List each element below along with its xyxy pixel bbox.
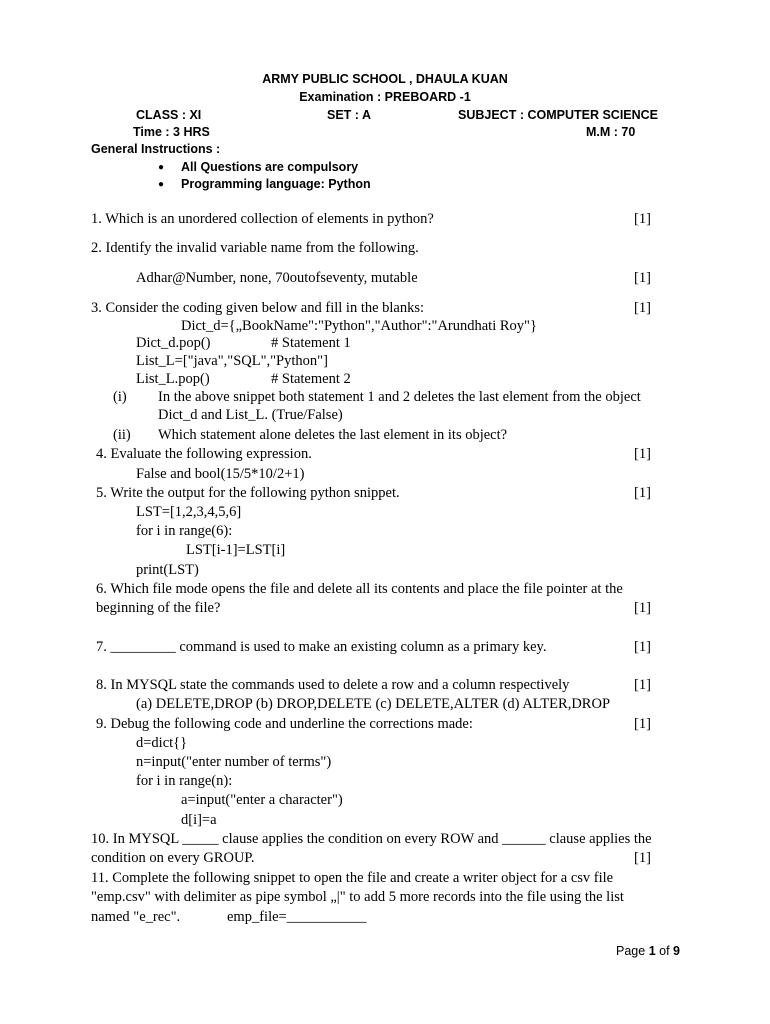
page-footer <box>616 945 680 958</box>
of-label: of <box>659 944 670 958</box>
marks-label: [1] <box>634 485 651 501</box>
question-11-cont: "emp.csv" with delimiter as pipe symbol „|" to add 5 more records into the file using the list <box>91 889 624 905</box>
code-comment: # Statement 2 <box>271 371 351 387</box>
code-line: a=input("enter a character") <box>181 792 343 808</box>
code-line: LST=[1,2,3,4,5,6] <box>136 504 242 520</box>
question-8: 8. In MYSQL state the commands used to delete a row and a column respectively <box>96 677 570 693</box>
marks-label: [1] <box>634 850 651 866</box>
marks-label: [1] <box>634 600 651 616</box>
instruction-item: Programming language: Python <box>181 177 371 191</box>
question-10: 10. In MYSQL _____ clause applies the condition on every ROW and ______ clause applies the <box>91 831 652 847</box>
bullet-icon: ● <box>158 162 165 173</box>
question-3: 3. Consider the coding given below and fill in the blanks: <box>91 300 425 316</box>
code-line: for i in range(n): <box>136 773 233 789</box>
question-1: 1. Which is an unordered collection of elements in python? <box>91 211 434 227</box>
marks-label: [1] <box>634 270 651 286</box>
time-label: Time : 3 HRS <box>133 125 210 139</box>
question-11: 11. Complete the following snippet to open the file and create a writer object for a csv file <box>91 870 614 886</box>
page-number: 1 <box>648 944 656 958</box>
code-line: Dict_d.pop() <box>136 335 211 351</box>
expression: False and bool(15/5*10/2+1) <box>136 466 305 482</box>
sub-question-text: Which statement alone deletes the last element in its object? <box>158 427 508 443</box>
subject-label: SUBJECT : COMPUTER SCIENCE <box>458 108 659 122</box>
question-6: 6. Which file mode opens the file and delete all its contents and place the file pointer at the <box>96 581 623 597</box>
marks-label: [1] <box>634 211 651 227</box>
max-marks-label: M.M : 70 <box>586 125 636 139</box>
sub-question-number: (i) <box>113 389 127 405</box>
class-label: CLASS : XI <box>136 108 202 122</box>
question-8-options: (a) DELETE,DROP (b) DROP,DELETE (c) DELETE,ALTER (d) ALTER,DROP <box>136 696 611 712</box>
code-line: List_L.pop() <box>136 371 210 387</box>
code-line: n=input("enter number of terms") <box>136 754 332 770</box>
code-line: for i in range(6): <box>136 523 233 539</box>
marks-label: [1] <box>634 300 651 316</box>
code-line: Dict_d={„BookName":"Python","Author":"Arundhati Roy"} <box>181 318 537 334</box>
question-5: 5. Write the output for the following python snippet. <box>96 485 400 501</box>
instructions-title: General Instructions : <box>91 142 221 156</box>
question-4: 4. Evaluate the following expression. <box>96 446 312 462</box>
code-line: d=dict{} <box>136 735 188 751</box>
code-comment: # Statement 1 <box>271 335 351 351</box>
question-9: 9. Debug the following code and underline the corrections made: <box>96 716 473 732</box>
exam-title: Examination : PREBOARD -1 <box>299 90 471 104</box>
code-line: List_L=["java","SQL","Python"] <box>136 353 328 369</box>
question-2-options: Adhar@Number, none, 70outofseventy, mutable <box>136 270 418 286</box>
bullet-icon: ● <box>158 179 165 190</box>
code-line: d[i]=a <box>181 812 217 828</box>
marks-label: [1] <box>634 716 651 732</box>
sub-question-number: (ii) <box>113 427 131 443</box>
question-6-cont: beginning of the file? <box>96 600 221 616</box>
school-name: ARMY PUBLIC SCHOOL , DHAULA KUAN <box>262 72 508 86</box>
code-line: LST[i-1]=LST[i] <box>186 542 286 558</box>
set-label: SET : A <box>327 108 371 122</box>
marks-label: [1] <box>634 677 651 693</box>
marks-label: [1] <box>634 639 651 655</box>
question-11-blank: emp_file=___________ <box>227 909 367 925</box>
page-label: Page <box>616 944 646 958</box>
code-line: print(LST) <box>136 562 199 578</box>
sub-question-text: In the above snippet both statement 1 and 2 deletes the last element from the object <box>158 389 641 405</box>
question-7: 7. _________ command is used to make an existing column as a primary key. <box>96 639 547 655</box>
marks-label: [1] <box>634 446 651 462</box>
question-2: 2. Identify the invalid variable name from the following. <box>91 240 419 256</box>
question-10-cont: condition on every GROUP. <box>91 850 255 866</box>
instruction-item: All Questions are compulsory <box>181 160 359 174</box>
question-11-cont: named "e_rec". <box>91 909 181 925</box>
sub-question-text: Dict_d and List_L. (True/False) <box>158 407 343 423</box>
page-total: 9 <box>673 944 680 958</box>
